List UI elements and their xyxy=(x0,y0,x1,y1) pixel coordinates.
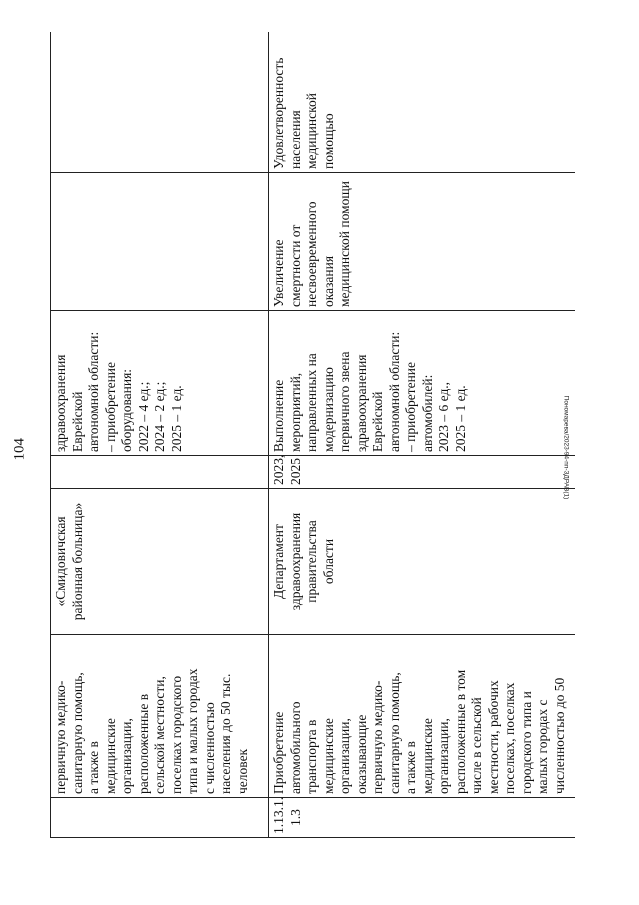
table-frame xyxy=(50,32,575,838)
document-code-mark: Пономарева/2023-94-пп-ЗДРАВ(1) xyxy=(562,395,570,500)
cell-expected-result: Выполнение мероприятий, направленных на модернизацию первичного звена здравоохранения Еврейской автономной области: – приобретение автомобилей: 2023 – 6 ед., 2025 – 1 ед. xyxy=(269,311,576,456)
table-row xyxy=(269,32,576,838)
cell-expected-result: здравоохранения Еврейской автономной области: – приобретение оборудования: 2022 – 4 ед.; 2024 – 2 ед.; 2025 – 1 ед. xyxy=(51,311,269,456)
cell-measure-name: Приобретение автомобильного транспорта в медицинские организации, оказывающие первичную медико- санитарную помощь, а также в медицинские организации, расположенные в том числе в сельской местности, рабочих поселках, поселках городского типа и малых городах с численностью до 50 xyxy=(269,635,576,798)
cell-number xyxy=(51,798,269,838)
cell-indicator xyxy=(51,32,269,173)
table-row xyxy=(51,32,269,838)
rotated-table-wrapper xyxy=(50,32,575,838)
measures-table xyxy=(50,32,575,838)
cell-number: 1.13.1. 1.3 xyxy=(269,798,576,838)
cell-measure-name: первичную медико- санитарную помощь, а также в медицинские организации, расположенные в сельской местности, поселках городского типа и малых городах с численностью населения до 50 тыс. человек xyxy=(51,635,269,798)
cell-indicator: Удовлетворенность населения медицинской помощью xyxy=(269,32,576,173)
cell-period xyxy=(51,456,269,489)
cell-consequence xyxy=(51,173,269,311)
cell-responsible: Департамент здравоохранения правительства области xyxy=(269,489,576,635)
cell-responsible: «Смидовичская районная больница» xyxy=(51,489,269,635)
page-number: 104 xyxy=(11,438,28,461)
cell-consequence: Увеличение смертности от несвоевременного оказания медицинской помощи xyxy=(269,173,576,311)
cell-period: 2023, 2025 xyxy=(269,456,576,489)
